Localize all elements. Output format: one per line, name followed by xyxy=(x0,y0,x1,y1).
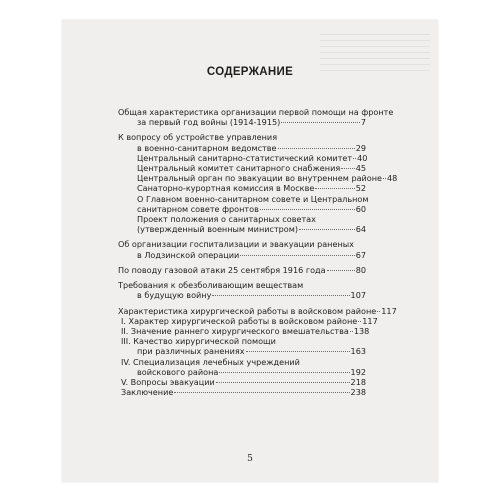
toc-entry-text: в будущую войну xyxy=(137,290,212,301)
toc-entry-text: Центральный орган по эвакуации во внутреннем районе xyxy=(137,173,383,184)
toc-entry xyxy=(118,367,366,377)
toc-entry xyxy=(118,132,366,142)
toc-leader-dots xyxy=(341,168,354,169)
toc-entry xyxy=(118,117,366,127)
toc-leader-dots xyxy=(278,148,355,149)
toc-entry xyxy=(118,153,366,163)
toc-entry-text: Заключение xyxy=(121,387,174,398)
toc-entry xyxy=(118,305,397,316)
toc-entry-page: 64 xyxy=(355,224,366,235)
toc-entry-page: 238 xyxy=(350,387,366,398)
toc-entry xyxy=(118,214,366,224)
toc-entry-text: О Главном военно-санитарном совете и Центральном xyxy=(137,193,369,204)
toc-entry-page: 40 xyxy=(357,152,368,163)
toc-entry xyxy=(118,336,366,346)
toc-entry xyxy=(118,183,366,193)
toc-entry xyxy=(118,107,394,117)
toc-leader-dots xyxy=(216,382,350,383)
toc-entry-page: 60 xyxy=(355,203,366,214)
toc-entry-text: Об организации госпитализации и эвакуации раненых xyxy=(118,239,354,250)
toc-leader-dots xyxy=(327,270,355,271)
toc-leader-dots xyxy=(315,188,354,189)
page-title: СОДЕРЖАНИЕ xyxy=(206,66,294,78)
toc-entry-text: V. Вопросы эвакуации xyxy=(121,376,215,387)
toc-entry-text: (утвержденный военным министром) xyxy=(137,224,299,235)
toc-leader-dots xyxy=(246,351,350,352)
page-number: 5 xyxy=(247,454,253,464)
book-page xyxy=(62,20,438,482)
toc-entry-text: Центральный комитет санитарного снабжения xyxy=(137,163,341,174)
toc-entry-text: за первый год войны (1914-1915) xyxy=(137,117,281,128)
toc-entry-page: 163 xyxy=(350,346,366,357)
toc-entry-text: Характеристика хирургической работы в войсковом районе xyxy=(118,305,377,316)
toc-entry xyxy=(118,387,366,397)
toc-entry xyxy=(118,265,366,275)
toc-entry xyxy=(118,224,366,234)
toc-entry-page: 117 xyxy=(362,315,378,326)
toc-entry xyxy=(118,239,366,249)
toc-entry-page: 29 xyxy=(355,142,366,153)
toc-entry-text: II. Значение раннего хирургического вмешательства xyxy=(121,326,349,337)
toc-entry-page: 218 xyxy=(350,376,366,387)
toc-entry-text: К вопросу об устройстве управления xyxy=(118,132,278,143)
toc-entry xyxy=(118,204,366,214)
toc-entry-text: при различных ранениях xyxy=(137,346,245,357)
toc-leader-dots xyxy=(212,295,349,296)
toc-entry xyxy=(118,346,366,356)
toc-entry xyxy=(118,250,366,260)
toc-leader-dots xyxy=(281,122,360,123)
toc-entry-page: 45 xyxy=(355,163,366,174)
toc-entry-page: 80 xyxy=(355,264,366,275)
toc-entry xyxy=(118,193,369,204)
toc-entry-page: 52 xyxy=(355,183,366,194)
toc-leader-dots xyxy=(240,255,354,256)
toc-leader-dots xyxy=(219,372,349,373)
toc-entry-page: 7 xyxy=(360,117,366,128)
toc-entry-page: 48 xyxy=(387,173,398,184)
toc-entry-page: 67 xyxy=(355,249,366,260)
toc-entry-page: 107 xyxy=(350,290,366,301)
toc-entry xyxy=(118,143,366,153)
toc-entry-text: IV. Специализация лечебных учреждений xyxy=(121,356,300,367)
toc-leader-dots xyxy=(377,311,380,312)
toc-leader-dots xyxy=(260,209,355,210)
toc-entry-text: Проект положения о санитарных советах xyxy=(137,213,316,224)
toc-entry-page: 138 xyxy=(353,326,370,337)
toc-leader-dots xyxy=(350,331,353,332)
toc-entry xyxy=(118,357,366,367)
toc-entry-text: По поводу газовой атаки 25 сентября 1916 года xyxy=(118,264,326,275)
toc-entry-text: I. Характер хирургической работы в войсковом районе xyxy=(121,315,358,326)
toc-entry xyxy=(118,173,398,184)
toc-leader-dots xyxy=(174,392,349,393)
toc-entry-text: Общая характеристика организации первой помощи на фронте xyxy=(118,107,394,117)
toc-entry-text: войскового района xyxy=(137,366,219,377)
toc-entry xyxy=(118,315,378,326)
toc-entry xyxy=(118,290,366,300)
table-of-contents xyxy=(118,107,398,398)
toc-entry-page: 192 xyxy=(350,366,366,377)
toc-leader-dots xyxy=(353,158,356,159)
toc-entry-text: Центральный санитарно-статистический комитет xyxy=(137,152,353,163)
toc-entry-text: санитарном совете фронтов xyxy=(137,203,259,214)
toc-entry xyxy=(118,280,366,290)
toc-entry-text: III. Качество хирургической помощи xyxy=(121,336,276,347)
toc-entry-page: 117 xyxy=(381,305,397,316)
toc-entry-text: Требования к обезболивающим веществам xyxy=(118,280,304,291)
toc-entry xyxy=(118,163,366,173)
toc-entry-text: Санаторно-курортная комиссия в Москве xyxy=(137,183,315,194)
toc-leader-dots xyxy=(383,178,386,179)
toc-entry xyxy=(118,377,366,387)
toc-entry-text: в военно-санитарном ведомстве xyxy=(137,142,277,153)
toc-leader-dots xyxy=(358,321,361,322)
toc-entry-text: в Лодзинской операции xyxy=(137,249,240,260)
toc-entry xyxy=(118,326,370,337)
toc-leader-dots xyxy=(299,229,355,230)
